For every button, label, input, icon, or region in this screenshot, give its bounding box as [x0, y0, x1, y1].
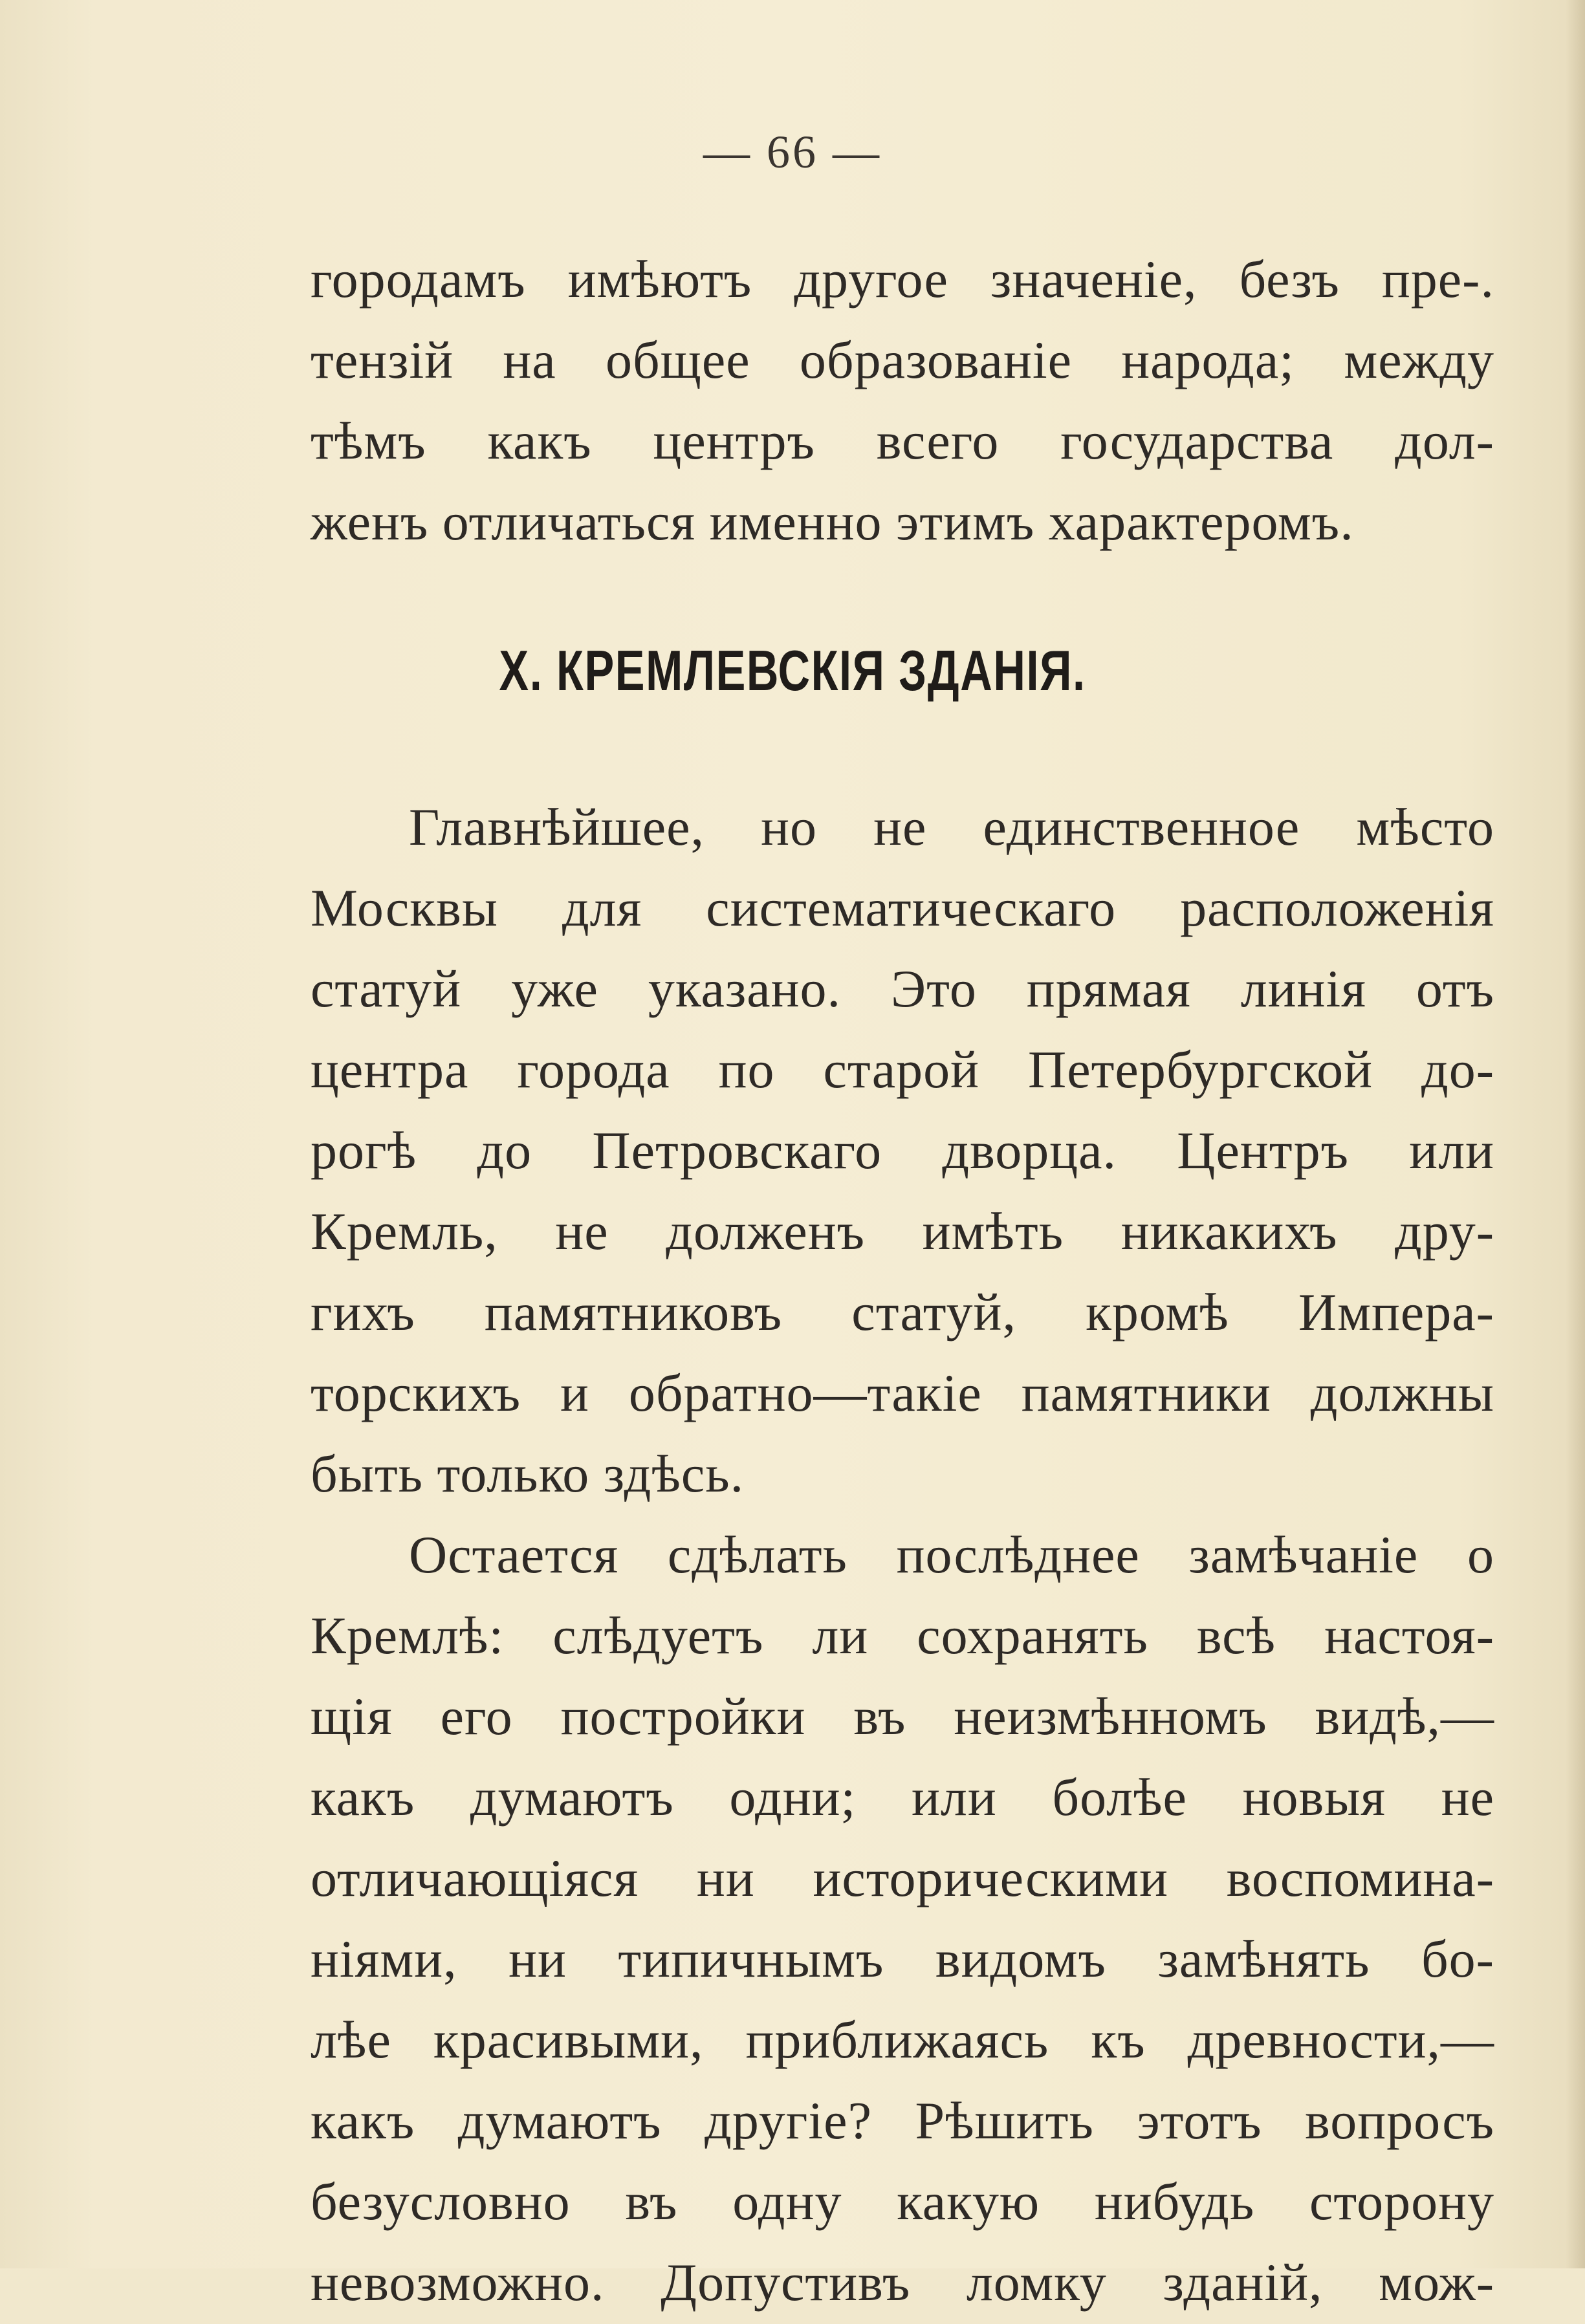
text-line: рогѣ до Петровскаго дворца. Центръ или	[311, 1121, 1494, 1180]
text-line: тѣмъ какъ центръ всего государства дол-	[311, 411, 1494, 470]
text-line: невозможно. Допустивъ ломку зданій, мож-	[311, 2253, 1494, 2312]
text-line: какъ думаютъ одни; или болѣе новыя не	[311, 1768, 1494, 1827]
text-line: торскихъ и обратно—такіе памятники должны	[311, 1363, 1494, 1422]
text-line: щія его постройки въ неизмѣнномъ видѣ,—	[311, 1687, 1494, 1746]
text-line: Кремль, не долженъ имѣть никакихъ дру-	[311, 1202, 1494, 1261]
text-line: лѣе красивыми, приближаясь къ древности,—	[311, 2010, 1494, 2069]
text-line: гихъ памятниковъ статуй, кромѣ Импера-	[311, 1283, 1494, 1341]
text-line: безусловно въ одну какую нибудь сторону	[311, 2172, 1494, 2231]
text-line: какъ думаютъ другіе? Рѣшить этотъ вопросъ	[311, 2091, 1494, 2150]
text-line: Кремлѣ: слѣдуетъ ли сохранять всѣ настоя-	[311, 1606, 1494, 1665]
text-line: Главнѣйшее, но не единственное мѣсто	[409, 798, 1494, 856]
text-line: женъ отличаться именно этимъ характеромъ.	[311, 492, 1354, 551]
text-line: городамъ имѣютъ другое значеніе, безъ пре-.	[311, 250, 1494, 309]
page-edge-shadow	[1566, 0, 1585, 2268]
text-line: центра города по старой Петербургской до-	[311, 1040, 1494, 1099]
section-heading: X. КРЕМЛЕВСКІЯ ЗДАНІЯ.	[499, 638, 1086, 702]
text-line: ніями, ни типичнымъ видомъ замѣнять бо-	[311, 1929, 1494, 1988]
page-number: — 66 —	[703, 126, 882, 178]
text-line: Остается сдѣлать послѣднее замѣчаніе о	[409, 1525, 1494, 1584]
text-line: Москвы для систематическаго расположенія	[311, 878, 1494, 937]
text-line: статуй уже указано. Это прямая линія отъ	[311, 959, 1494, 1018]
text-line: быть только здѣсь.	[311, 1444, 745, 1503]
text-line: тензій на общее образованіе народа; между	[311, 331, 1494, 389]
text-line: отличающіяся ни историческими воспомина-	[311, 1849, 1494, 1907]
